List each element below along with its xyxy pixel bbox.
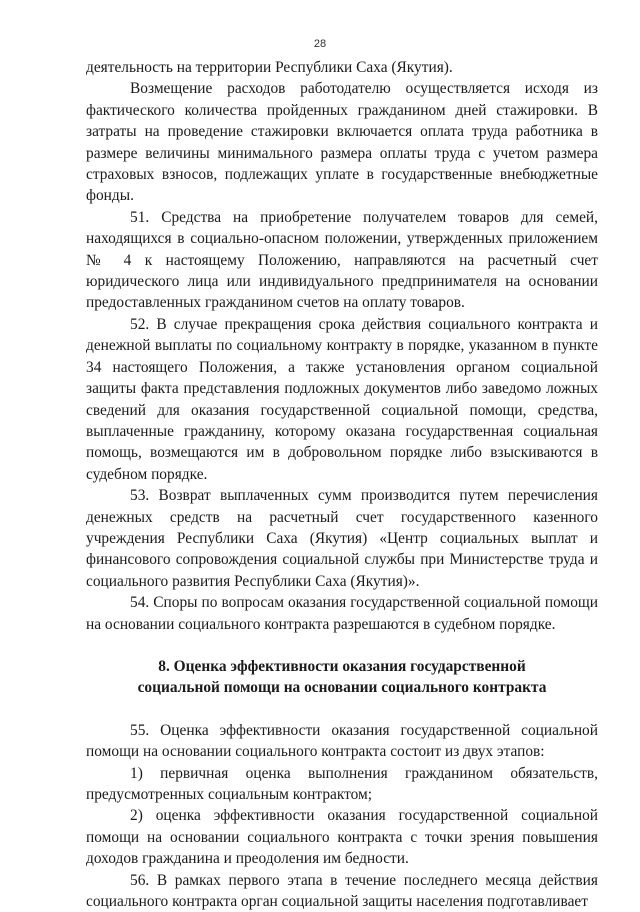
paragraph-52: 52. В случае прекращения срока действия социального контракта и денежной выплаты по социальному контракту в порядке, указанном в пункте 34 настоящего Положения, а также установления органом социальной защиты факта представления подложных документов либо заведомо ложных сведений для оказания государственной социальной помощи, средства, выплаченные гражданину, которому оказана государственная социальная помощь, возмещаются им в добровольном порядке либо взыскиваются в судебном порядке. xyxy=(86,315,598,483)
paragraph-55-item-2: 2) оценка эффективности оказания государственной социальной помощи на основании социального контракта с точки зрения повышения доходов гражданина и преодоления им бедности. xyxy=(86,807,598,868)
paragraph-53: 53. Возврат выплаченных сумм производится путем перечисления денежных средств на расчетный счет государственного казенного учреждения Республики Саха (Якутия) «Центр социальных выплат и финансового сопровождения социальной службы при Министерстве труда и социального развития Республики Саха (Якутия)». xyxy=(86,487,598,590)
paragraph-reimbursement: Возмещение расходов работодателю осуществляется исходя из фактического количества пройденных гражданином дней стажировки. В затраты на проведение стажировки включается оплата труда работника в размере величины минимального размера оплаты труда с учетом размера страховых взносов, подлежащих уплате в государственные внебюджетные фонды. xyxy=(86,80,598,205)
document-body xyxy=(86,57,598,912)
paragraph-55-item-1: 1) первичная оценка выполнения гражданином обязательств, предусмотренных социальным контрактом; xyxy=(86,764,598,803)
section-heading xyxy=(86,656,598,699)
paragraph-continuation: деятельность на территории Республики Саха (Якутия). xyxy=(86,59,453,76)
paragraph-56: 56. В рамках первого этапа в течение последнего месяца действия социального контракта орган социальной защиты населения подготавливает xyxy=(86,871,598,911)
paragraph-54: 54. Споры по вопросам оказания государственной социальной помощи на основании социального контракта разрешаются в судебном порядке. xyxy=(86,594,598,633)
paragraph-51: 51. Средства на приобретение получателем товаров для семей, находящихся в социально-опасном положении, утвержденных приложением № 4 к настоящему Положению, направляются на расчетный счет юридического лица или индивидуального предпринимателя на основании предоставленных гражданином счетов на оплату товаров. xyxy=(86,208,598,312)
section-heading-line-2: социальной помощи на основании социального контракта xyxy=(137,679,547,697)
paragraph-55: 55. Оценка эффективности оказания государственной социальной помощи на основании социального контракта состоит из двух этапов: xyxy=(86,721,598,761)
section-heading-line-1: 8. Оценка эффективности оказания государственной xyxy=(158,657,526,675)
page-number: 28 xyxy=(313,38,327,50)
